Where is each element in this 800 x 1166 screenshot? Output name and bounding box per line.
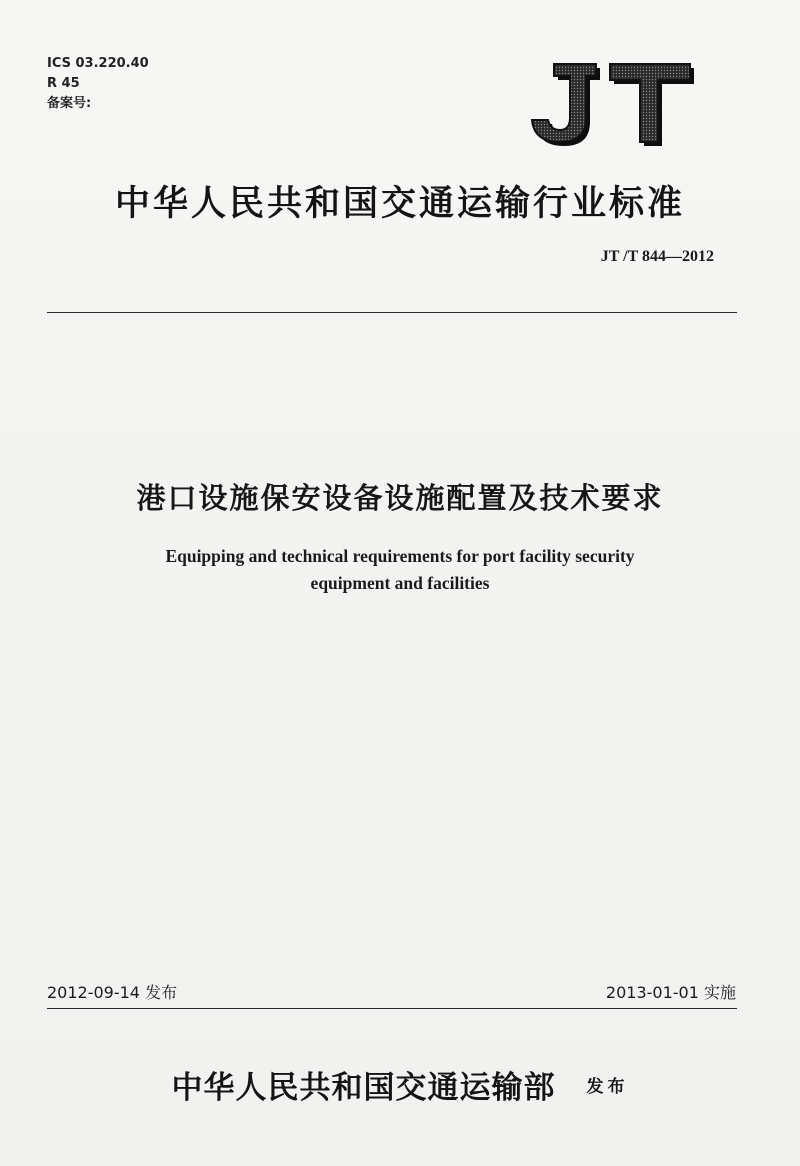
publisher-name: 中华人民共和国交通运输部	[171, 1070, 556, 1106]
standard-code: JT /T 844—2012	[600, 248, 714, 265]
document-title-en	[0, 543, 800, 597]
classification-block	[47, 54, 149, 114]
document-title-en-line1: Equipping and technical requirements for port facility security	[165, 546, 635, 566]
publisher-line	[0, 1062, 800, 1107]
class-code: R 45	[47, 76, 80, 91]
jt-logo	[528, 60, 696, 150]
ics-code: ICS 03.220.40	[47, 56, 149, 71]
record-number-label: 备案号:	[47, 96, 92, 111]
publish-action: 发布	[586, 1077, 629, 1097]
document-title-zh: 港口设施保安设备设施配置及技术要求	[136, 481, 664, 515]
issue-date: 2012-09-14 发布	[47, 983, 178, 1002]
bottom-divider	[47, 1008, 737, 1009]
implementation-date: 2013-01-01 实施	[605, 983, 736, 1002]
document-title-en-line2: equipment and facilities	[310, 573, 490, 593]
top-divider	[47, 312, 737, 313]
standard-series-title: 中华人民共和国交通运输行业标准	[114, 184, 685, 224]
